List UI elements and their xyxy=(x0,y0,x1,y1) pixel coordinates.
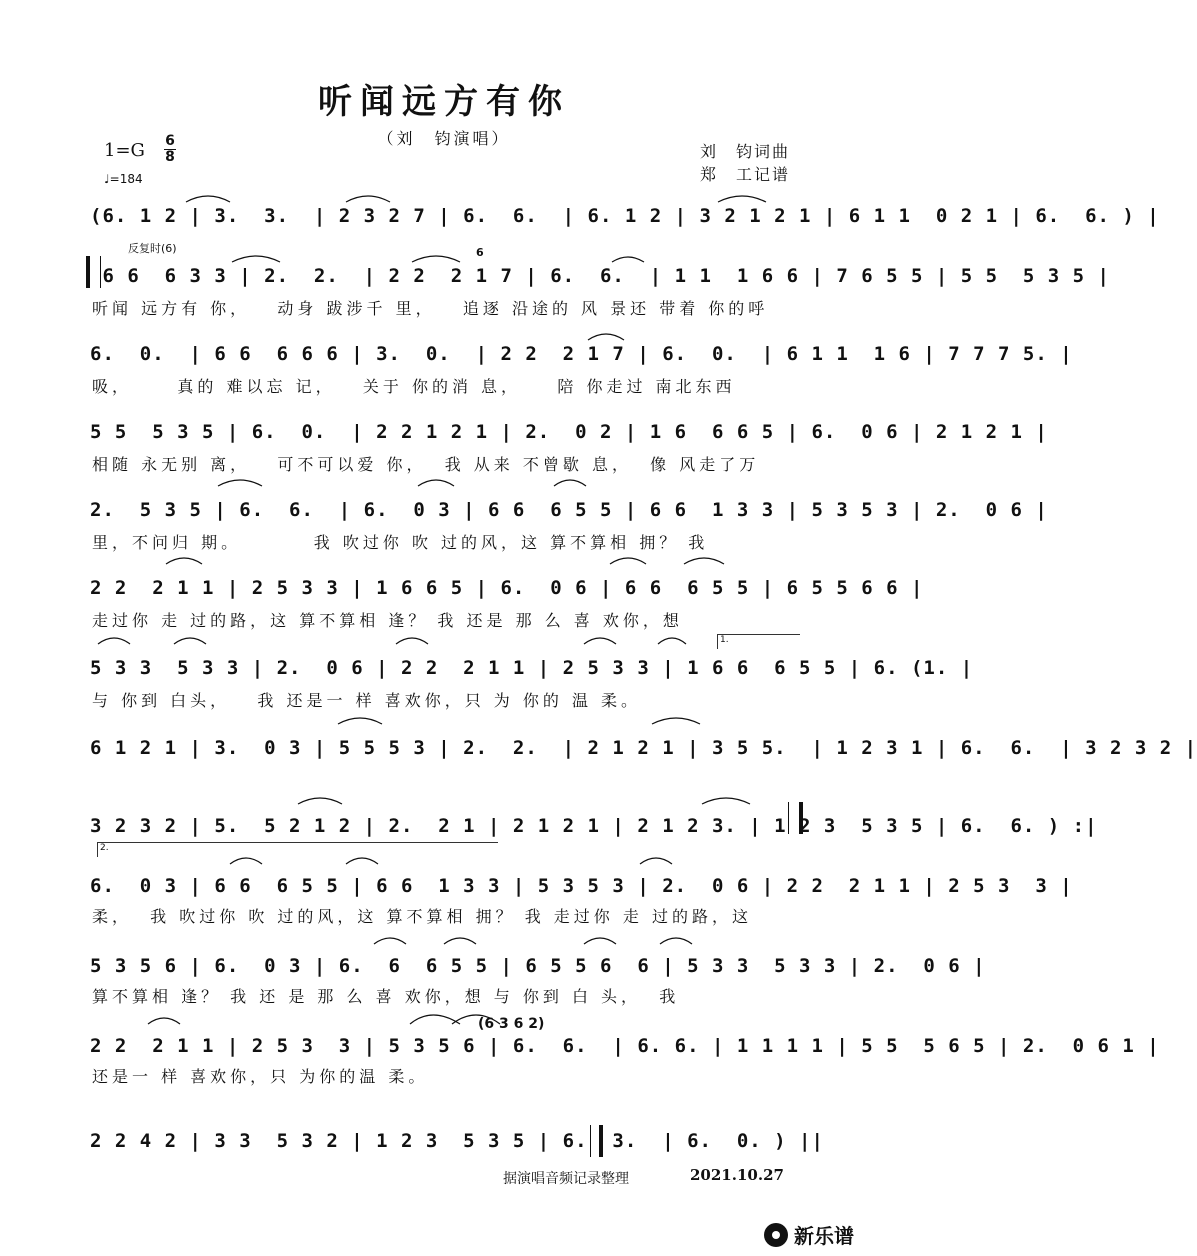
brand-logo xyxy=(764,1220,854,1249)
lyrics-line: 走过你 走 过的路，这 算不算相 逢？ 我 还是 那 么 喜 欢你，想 xyxy=(92,611,683,630)
notation-line xyxy=(90,652,974,684)
slur xyxy=(374,938,406,944)
footer-note: 据演唱音频记录整理 xyxy=(503,1171,629,1187)
slur xyxy=(230,858,262,864)
credit-transcriber: 郑 工记谱 xyxy=(700,165,791,184)
performer-line: （刘 钧演唱） xyxy=(377,129,511,148)
jianpu-notes: 6 1 2 1 | 3. 0 3 | 5 5 5 3 | 2. 2. | 2 1 2 1 | 3 5 5. | 1 2 3 1 | 6. 6. | 3 2 3 2 | xyxy=(90,737,1197,759)
tempo-marking: ♩=184 xyxy=(104,172,143,186)
jianpu-notes: 5 3 5 6 | 6. 0 3 | 6. 6 6 5 5 | 6 5 5 6 6 | 5 3 3 5 3 3 | 2. 0 6 | xyxy=(90,955,986,977)
slur xyxy=(174,638,206,644)
grace-note-small: 6 xyxy=(476,246,484,259)
grace-note-group: (6 3 6 2) xyxy=(478,1016,545,1032)
jianpu-notes: (6. 1 2 | 3. 3. | 2 3 2 7 | 6. 6. | 6. 1 2 | 3 2 1 2 1 | 6 1 1 0 2 1 | 6. 6. ) | xyxy=(90,205,1160,227)
notation-line xyxy=(90,1030,1160,1062)
notation-line xyxy=(90,494,1048,526)
notation-line xyxy=(90,870,1073,902)
slur xyxy=(298,798,342,804)
repeat-note: 反复时(6) xyxy=(128,242,177,255)
notation-line xyxy=(90,338,1073,370)
lyrics-line: 听闻 远方有 你， 动身 跋涉千 里， 追逐 沿途的 风 景还 带着 你的呼 xyxy=(92,299,769,318)
vinyl-record-icon xyxy=(764,1223,788,1247)
slur xyxy=(218,480,262,486)
lyrics-line: 吸， 真的 难以忘 记， 关于 你的消 息， 陪 你走过 南北东西 xyxy=(92,377,736,396)
notation-line xyxy=(90,416,1048,448)
slur xyxy=(410,1015,460,1024)
volta-second-ending: 2. xyxy=(97,842,498,857)
slur xyxy=(684,558,724,564)
jianpu-notes: 5 3 3 5 3 3 | 2. 0 6 | 2 2 2 1 1 | 2 5 3 3 | 1 6 6 6 5 5 | 6. (1. | xyxy=(90,657,974,679)
slur xyxy=(584,638,616,644)
credit-lyrics-music: 刘 钧词曲 xyxy=(700,142,791,161)
jianpu-notes: 6. 0 3 | 6 6 6 5 5 | 6 6 1 3 3 | 5 3 5 3 | 2. 0 6 | 2 2 2 1 1 | 2 5 3 3 | xyxy=(90,875,1073,897)
lyrics-line: 柔， 我 吹过你 吹 过的风，这 算不算相 拥？ 我 走过你 走 过的路，这 xyxy=(92,907,752,926)
jianpu-notes: 2 2 2 1 1 | 2 5 3 3 | 1 6 6 5 | 6. 0 6 | 6 6 6 5 5 | 6 5 5 6 6 | xyxy=(90,577,924,599)
slur xyxy=(166,558,202,564)
jianpu-notes: 2. 5 3 5 | 6. 6. | 6. 0 3 | 6 6 6 5 5 | 6 6 1 3 3 | 5 3 5 3 | 2. 0 6 | xyxy=(90,499,1048,521)
notation-line xyxy=(90,200,1160,232)
notation-line xyxy=(90,260,1110,292)
notation-line xyxy=(90,810,1098,842)
jianpu-notes: 6 6 6 3 3 | 2. 2. | 2 2 2 1 7 | 6. 6. | 1 1 1 6 6 | 7 6 5 5 | 5 5 5 3 5 | xyxy=(90,265,1110,287)
slur xyxy=(660,938,692,944)
volta-first-ending: 1. xyxy=(717,634,800,649)
brand-name: 新乐谱 xyxy=(794,1224,854,1248)
notation-line xyxy=(90,572,924,604)
lyrics-line: 相随 永无别 离， 可不可以爱 你， 我 从来 不曾歇 息， 像 风走了万 xyxy=(92,455,760,474)
slur xyxy=(554,480,586,486)
lyrics-line: 还是一 样 喜欢你，只 为你的温 柔。 xyxy=(92,1067,429,1086)
slur xyxy=(652,718,700,724)
footer-date: 2021.10.27 xyxy=(690,1166,784,1184)
key-signature: 1=G xyxy=(104,140,145,161)
jianpu-notes: 2 2 4 2 | 3 3 5 3 2 | 1 2 3 5 3 5 | 6. 3. | 6. 0. ) || xyxy=(90,1130,824,1152)
notation-line xyxy=(90,950,986,982)
slur xyxy=(98,638,130,644)
credits xyxy=(700,140,790,186)
jianpu-notes: 3 2 3 2 | 5. 5 2 1 2 | 2. 2 1 | 2 1 2 1 | 2 1 2 3. | 1 2 3 5 3 5 | 6. 6. ) :| xyxy=(90,815,1098,837)
slur xyxy=(640,858,672,864)
slur xyxy=(444,938,476,944)
slur xyxy=(418,480,454,486)
slur xyxy=(338,718,382,724)
slur xyxy=(148,1018,180,1024)
time-signature-bottom: 8 xyxy=(165,149,175,165)
slur xyxy=(658,638,686,644)
slur xyxy=(702,798,750,804)
slur xyxy=(346,858,378,864)
lyrics-line: 算不算相 逢？ 我 还 是 那 么 喜 欢你，想 与 你到 白 头， 我 xyxy=(92,987,680,1006)
slur xyxy=(610,558,646,564)
time-signature xyxy=(164,134,176,165)
jianpu-notes: 6. 0. | 6 6 6 6 6 | 3. 0. | 2 2 2 1 7 | 6. 0. | 6 1 1 1 6 | 7 7 7 5. | xyxy=(90,343,1073,365)
slur xyxy=(396,638,428,644)
slur xyxy=(584,938,616,944)
song-title: 听闻远方有你 xyxy=(318,82,570,122)
lyrics-line: 里，不问归 期。 我 吹过你 吹 过的风，这 算不算相 拥？ 我 xyxy=(92,533,709,552)
notation-line xyxy=(90,1125,824,1157)
jianpu-notes: 5 5 5 3 5 | 6. 0. | 2 2 1 2 1 | 2. 0 2 | 1 6 6 6 5 | 6. 0 6 | 2 1 2 1 | xyxy=(90,421,1048,443)
jianpu-notes: 2 2 2 1 1 | 2 5 3 3 | 5 3 5 6 | 6. 6. | 6. 6. | 1 1 1 1 | 5 5 5 6 5 | 2. 0 6 1 | xyxy=(90,1035,1160,1057)
lyrics-line: 与 你到 白头， 我 还是一 样 喜欢你，只 为 你的 温 柔。 xyxy=(92,691,642,710)
time-signature-top: 6 xyxy=(165,133,175,149)
notation-line xyxy=(90,732,1197,764)
